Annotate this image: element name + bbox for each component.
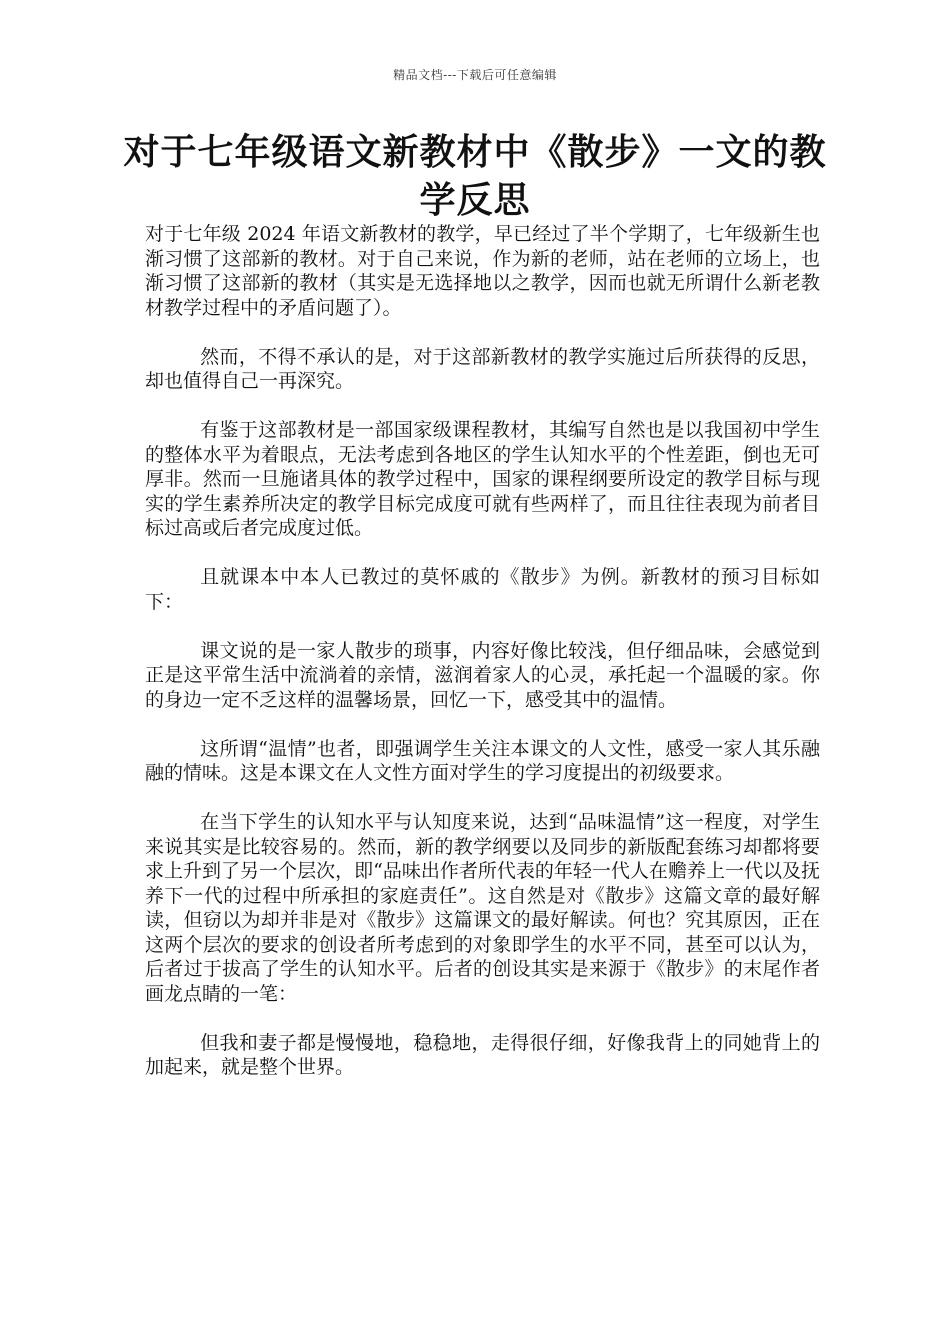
paragraph-6: 这所谓“温情”也者，即强调学生关注本课文的人文性，感受一家人其乐融融的情味。这是本课文在人文性方面对学生的学习度提出的初级要求。 <box>145 737 820 784</box>
document-body <box>145 222 820 1104</box>
paragraph-4: 且就课本中本人已教过的莫怀戚的《散步》为例。新教材的预习目标如下： <box>145 566 820 613</box>
header-note: 精品文档---下载后可任意编辑 <box>393 68 557 82</box>
paragraph-8-quote: 但我和妻子都是慢慢地，稳稳地，走得很仔细，好像我背上的同她背上的加起来，就是整个世界。 <box>145 1031 820 1078</box>
paragraph-5-quote: 课文说的是一家人散步的琐事，内容好像比较浅，但仔细品味，会感觉到正是这平常生活中流淌着的亲情，滋润着家人的心灵，承托起一个温暖的家。你的身边一定不乏这样的温馨场景，回忆一下，感受其中的温情。 <box>145 639 820 711</box>
paragraph-2: 然而，不得不承认的是，对于这部新教材的教学实施过后所获得的反思，却也值得自己一再深究。 <box>145 345 820 392</box>
paragraph-7: 在当下学生的认知水平与认知度来说，达到“品味温情”这一程度，对学生来说其实是比较容易的。然而，新的教学纲要以及同步的新版配套练习却都将要求上升到了另一个层次，即“品味出作者所代表的年轻一代人在赡养上一代以及抚养下一代的过程中所承担的家庭责任”。这自然是对《散步》这篇文章的最好解读，但窃以为却并非是对《散步》这篇课文的最好解读。何也？究其原因，正在这两个层次的要求的创设者所考虑到的对象即学生的水平不同，甚至可以认为，后者过于拔高了学生的认知水平。后者的创设其实是来源于《散步》的末尾作者画龙点睛的一笔： <box>145 811 820 1005</box>
paragraph-3: 有鉴于这部教材是一部国家级课程教材，其编写自然也是以我国初中学生的整体水平为着眼点，无法考虑到各地区的学生认知水平的个性差距，倒也无可厚非。然而一旦施诸具体的教学过程中，国家的课程纲要所设定的教学目标与现实的学生素养所决定的教学目标完成度可就有些两样了，而且往往表现为前者目标过高或后者完成度过低。 <box>145 419 820 539</box>
paragraph-1: 对于七年级 2024 年语文新教材的教学，早已经过了半个学期了，七年级新生也渐习惯了这部新的教材。对于自己来说，作为新的老师，站在老师的立场上，也渐习惯了这部新的教材（其实是无选择地以之教学，因而也就无所谓什么新老教材教学过程中的矛盾问题了）。 <box>145 223 820 319</box>
document-title: 对于七年级语文新教材中《散步》一文的教学反思 <box>123 131 827 221</box>
